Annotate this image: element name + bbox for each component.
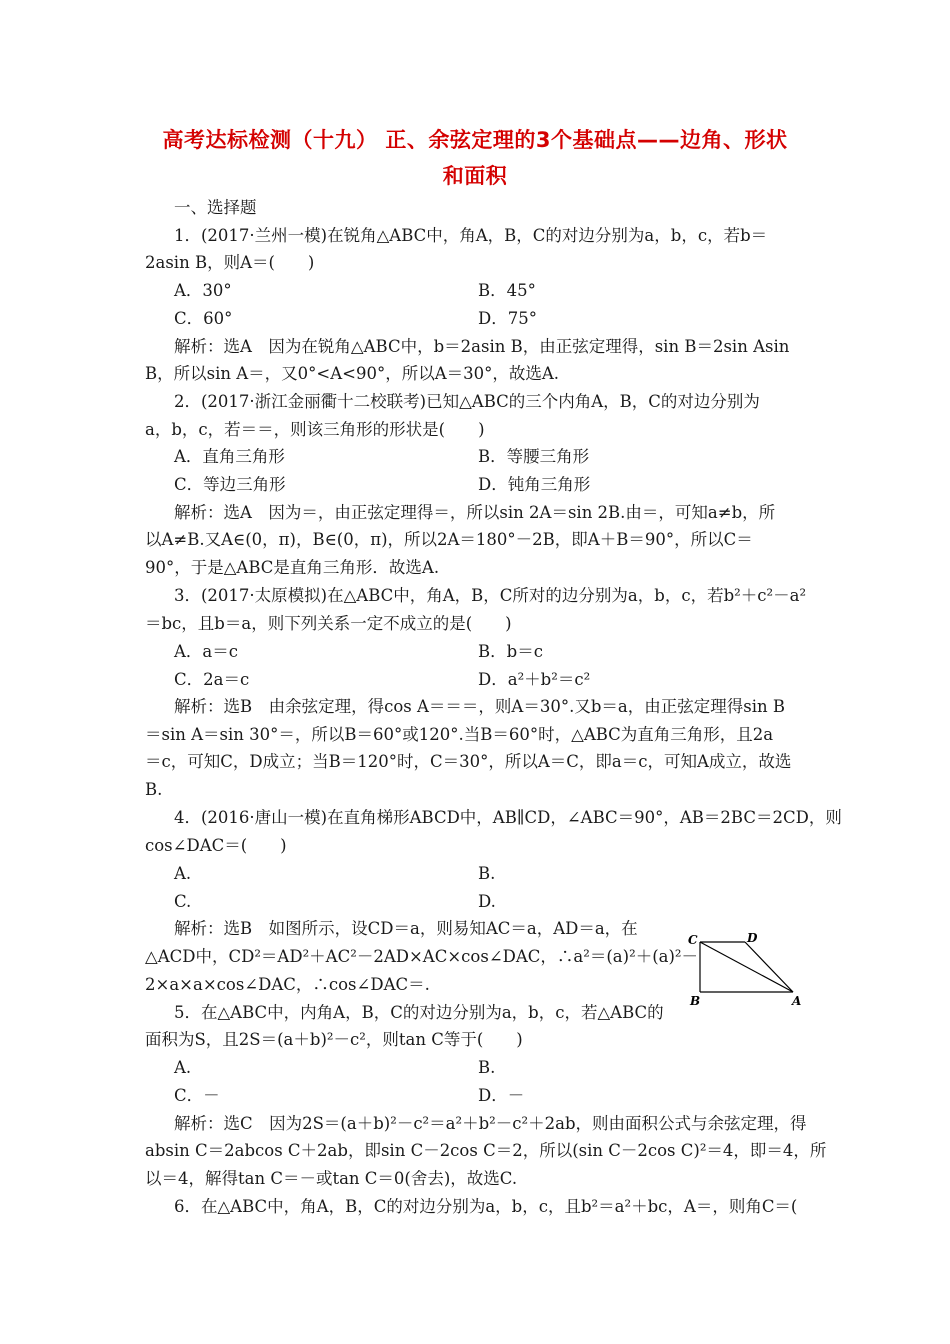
- question-2-solution-cont: 以A≠B.又A∈(0，π)，B∈(0，π)，所以2A＝180°－2B，即A＋B＝90°，所以C＝: [145, 530, 753, 549]
- question-5-option-b: B.: [478, 1058, 496, 1077]
- question-5-option-a: A.: [174, 1058, 192, 1077]
- question-4-option-b: B.: [478, 864, 496, 883]
- figure-label-c: C: [688, 933, 698, 947]
- question-4-solution-cont: △ACD中，CD²＝AD²＋AC²－2AD×AC×cos∠DAC，∴a²＝(a)²＋(a)²－: [145, 947, 699, 966]
- question-3-solution-cont-3: B.: [145, 780, 163, 799]
- question-4-stem-cont: cos∠DAC＝( ): [145, 836, 287, 855]
- figure-label-b: B: [690, 994, 701, 1008]
- question-3-option-c: C．2a＝c: [174, 670, 250, 689]
- question-2-solution-cont-2: 90°，于是△ABC是直角三角形．故选A.: [145, 558, 440, 577]
- question-4-solution: 解析：选B 如图所示，设CD＝a，则易知AC＝a，AD＝a，在: [174, 919, 638, 938]
- question-1-option-c: C．60°: [174, 309, 233, 328]
- question-4-option-d: D.: [478, 892, 496, 911]
- question-1-stem-cont: 2asin B，则A＝( ): [145, 253, 315, 272]
- trapezoid-figure: [685, 928, 810, 1008]
- question-5-option-c: C．－: [174, 1086, 220, 1105]
- figure-label-d: D: [747, 931, 758, 945]
- question-2-option-c: C．等边三角形: [174, 475, 286, 494]
- page-title: 高考达标检测（十九） 正、余弦定理的3个基础点——边角、形状: [162, 128, 788, 152]
- question-3-option-b: B．b＝c: [478, 642, 543, 661]
- question-2-option-b: B．等腰三角形: [478, 447, 590, 466]
- question-3-stem-cont: ＝bc，且b＝a，则下列关系一定不成立的是( ): [145, 614, 512, 633]
- question-5-stem: 5．在△ABC中，内角A，B，C的对边分别为a，b，c，若△ABC的: [174, 1003, 664, 1022]
- question-5-stem-cont: 面积为S，且2S＝(a＋b)²－c²，则tan C等于( ): [145, 1030, 523, 1049]
- figure-diagonal-ca: [700, 942, 793, 992]
- question-4-solution-cont-2: 2×a×a×cos∠DAC，∴cos∠DAC＝.: [145, 975, 430, 994]
- question-5-solution-cont: absin C＝2abcos C＋2ab，即sin C－2cos C＝2，所以(sin C－2cos C)²＝4，即＝4，所: [145, 1141, 827, 1160]
- question-2-stem: 2．(2017·浙江金丽衢十二校联考)已知△ABC的三个内角A，B，C的对边分别为: [174, 392, 760, 411]
- question-3-option-a: A．a＝c: [174, 642, 238, 661]
- question-5-solution-cont-2: 以＝4，解得tan C＝－或tan C＝0(舍去)，故选C.: [145, 1169, 518, 1188]
- question-3-solution: 解析：选B 由余弦定理，得cos A＝＝＝，则A＝30°.又b＝a，由正弦定理得sin B: [174, 697, 785, 716]
- question-4-option-a: A.: [174, 864, 192, 883]
- question-3-solution-cont-2: ＝c，可知C，D成立；当B＝120°时，C＝30°，所以A＝C，即a＝c，可知A成立，故选: [145, 752, 792, 771]
- question-4-option-c: C.: [174, 892, 192, 911]
- question-5-solution: 解析：选C 因为2S＝(a＋b)²－c²＝a²＋b²－c²＋2ab，则由面积公式与余弦定理，得: [174, 1114, 807, 1133]
- question-3-stem: 3．(2017·太原模拟)在△ABC中，角A，B，C所对的边分别为a，b，c，若b²＋c²－a²: [174, 586, 807, 605]
- question-1-option-a: A．30°: [174, 281, 232, 300]
- question-2-solution: 解析：选A 因为＝，由正弦定理得＝，所以sin 2A＝sin 2B.由＝，可知a≠b，所: [174, 503, 776, 522]
- question-6-stem: 6．在△ABC中，角A，B，C的对边分别为a，b，c，且b²＝a²＋bc，A＝，则角C＝(: [174, 1197, 798, 1216]
- question-1-option-d: D．75°: [478, 309, 537, 328]
- section-heading: 一、选择题: [174, 198, 257, 217]
- question-3-option-d: D．a²＋b²＝c²: [478, 670, 591, 689]
- question-4-stem: 4．(2016·唐山一模)在直角梯形ABCD中，AB∥CD，∠ABC＝90°，AB＝2BC＝2CD，则: [174, 808, 842, 827]
- question-1-solution: 解析：选A 因为在锐角△ABC中，b＝2asin B，由正弦定理得，sin B＝2sin Asin: [174, 337, 790, 356]
- question-2-option-d: D．钝角三角形: [478, 475, 591, 494]
- question-3-solution-cont: ＝sin A＝sin 30°＝，所以B＝60°或120°.当B＝60°时，△ABC为直角三角形，且2a: [145, 725, 774, 744]
- question-1-stem: 1．(2017·兰州一模)在锐角△ABC中，角A，B，C的对边分别为a，b，c，若b＝: [174, 226, 768, 245]
- figure-side-da: [745, 942, 793, 992]
- question-1-solution-cont: B，所以sin A＝，又0°<A<90°，所以A＝30°，故选A.: [145, 364, 560, 383]
- question-1-option-b: B．45°: [478, 281, 536, 300]
- page-title-continued: 和面积: [442, 164, 508, 188]
- question-2-option-a: A．直角三角形: [174, 447, 285, 466]
- question-5-option-d: D．－: [478, 1086, 525, 1105]
- question-2-stem-cont: a，b，c，若＝＝，则该三角形的形状是( ): [145, 420, 485, 439]
- figure-label-a: A: [792, 994, 802, 1008]
